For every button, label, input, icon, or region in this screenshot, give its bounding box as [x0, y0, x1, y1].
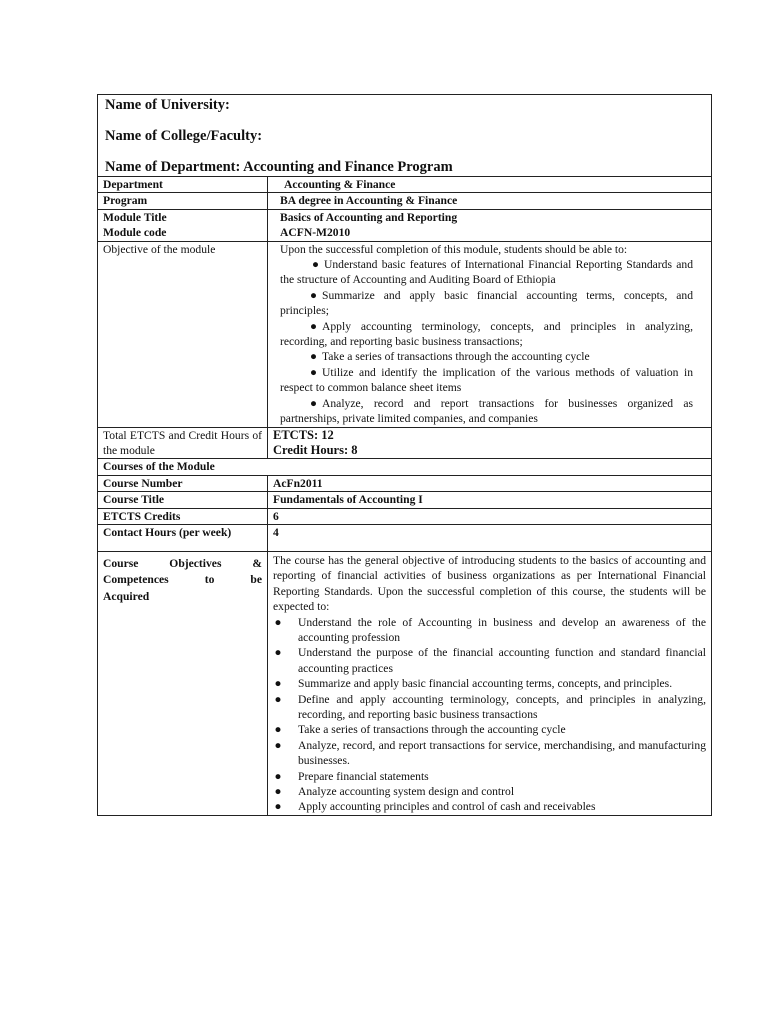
bullet-icon: ●: [309, 319, 317, 333]
etcts-credits-value: 6: [268, 508, 712, 524]
objective-intro: Upon the successful completion of this module, students should be able to:: [280, 242, 628, 256]
table-row: [98, 524, 712, 551]
bullet-icon: ●: [274, 677, 282, 691]
module-title-cell: [98, 209, 268, 241]
list-item: ● Define and apply accounting terminology, concepts, and principles in analyzing, recording, and reporting basic business transactions: [274, 692, 706, 721]
college-heading: Name of College/Faculty:: [105, 128, 263, 144]
bullet-icon: ●: [274, 785, 282, 799]
totals-label: Total ETCTS and Credit Hours of the module: [98, 427, 268, 459]
course-objectives-label: Course Objectives & Competences to be Acquired: [98, 551, 268, 815]
table-row: [98, 551, 712, 815]
module-code-value: ACFN-M2010: [280, 226, 351, 240]
table-row: [98, 459, 712, 475]
contact-hours-value: 4: [268, 524, 712, 551]
list-item: ● Apply accounting principles and control of cash and receivables: [274, 800, 596, 814]
document-header: [97, 94, 712, 176]
list-item: ● Take a series of transactions through the accounting cycle: [274, 723, 566, 737]
program-value: BA degree in Accounting & Finance: [268, 193, 712, 209]
program-label: Program: [98, 193, 268, 209]
bullet-icon: ●: [309, 350, 317, 364]
list-item: ● Utilize and identify the implication of the various methods of valuation in respect to common balance sheet items: [280, 365, 693, 395]
course-title-label: Course Title: [98, 492, 268, 508]
bullet-icon: ●: [309, 288, 317, 302]
list-item: ● Summarize and apply basic financial accounting terms, concepts, and principles;: [280, 288, 693, 318]
module-code-label: Module code: [103, 226, 167, 240]
list-item: ● Take a series of transactions through the accounting cycle: [309, 350, 590, 364]
objective-cell: [268, 241, 712, 427]
university-heading: Name of University:: [105, 97, 230, 113]
table-row: [98, 209, 712, 241]
objective-list: [280, 257, 693, 426]
module-table: [97, 176, 712, 816]
list-item: ● Apply accounting terminology, concepts, and principles in analyzing, recording, and reporting basic business transactions;: [280, 319, 693, 349]
table-row: [98, 177, 712, 193]
list-item: ● Summarize and apply basic financial accounting terms, concepts, and principles.: [274, 677, 673, 691]
totals-cell: [268, 427, 712, 459]
department-label: Department: [98, 177, 268, 193]
bullet-icon: ●: [309, 396, 317, 410]
etcts-value: ETCTS: 12: [273, 427, 334, 442]
bullet-icon: ●: [274, 646, 282, 660]
department-value: Accounting & Finance: [268, 177, 712, 193]
objective-label: Objective of the module: [98, 241, 268, 427]
course-objectives-cell: [268, 551, 712, 815]
module-title-value: Basics of Accounting and Reporting: [280, 210, 458, 224]
list-item: ● Analyze accounting system design and control: [274, 785, 515, 799]
credit-hours-value: Credit Hours: 8: [273, 442, 358, 457]
course-objectives-intro: The course has the general objective of introducing students to the basics of accounting and reporting of financial activities of business organizations as per International Financial Reporting Standards. Upon the successful completion of this course, the students will be expected to:: [273, 553, 706, 614]
list-item: ● Analyze, record, and report transactions for service, merchandising, and manufacturing businesses.: [274, 738, 706, 768]
courses-heading: Courses of the Module: [98, 459, 712, 475]
module-title-label: Module Title: [103, 210, 167, 224]
table-row: [98, 241, 712, 427]
bullet-icon: ●: [309, 365, 317, 379]
list-item: ● Prepare financial statements: [274, 769, 429, 783]
course-title-value: Fundamentals of Accounting I: [268, 492, 712, 508]
module-document: [97, 94, 712, 816]
table-row: [98, 193, 712, 209]
bullet-icon: ●: [274, 723, 282, 737]
bullet-icon: ●: [274, 769, 282, 783]
contact-hours-label: Contact Hours (per week): [98, 524, 268, 551]
list-item: ● Analyze, record and report transactions for businesses organized as partnerships, private limited companies, and companies: [280, 396, 693, 426]
department-heading: Name of Department: Accounting and Finance Program: [105, 159, 453, 175]
table-row: [98, 492, 712, 508]
module-title-values: [268, 209, 712, 241]
bullet-icon: ●: [274, 615, 282, 629]
table-row: [98, 508, 712, 524]
course-number-value: AcFn2011: [268, 475, 712, 491]
course-objectives-list: [273, 615, 706, 815]
bullet-icon: ●: [274, 800, 282, 814]
bullet-icon: ●: [274, 692, 282, 706]
bullet-icon: ●: [274, 738, 282, 752]
list-item: ● Understand the purpose of the financial accounting function and standard financial accounting practices: [274, 646, 706, 675]
list-item: ● Understand the role of Accounting in business and develop an awareness of the accounting profession: [274, 615, 706, 644]
list-item: ● Understand basic features of International Financial Reporting Standards and the structure of Accounting and Auditing Board of Ethiopia: [280, 258, 693, 287]
course-number-label: Course Number: [98, 475, 268, 491]
bullet-icon: ●: [311, 258, 319, 272]
table-row: [98, 427, 712, 459]
table-row: [98, 475, 712, 491]
etcts-credits-label: ETCTS Credits: [98, 508, 268, 524]
